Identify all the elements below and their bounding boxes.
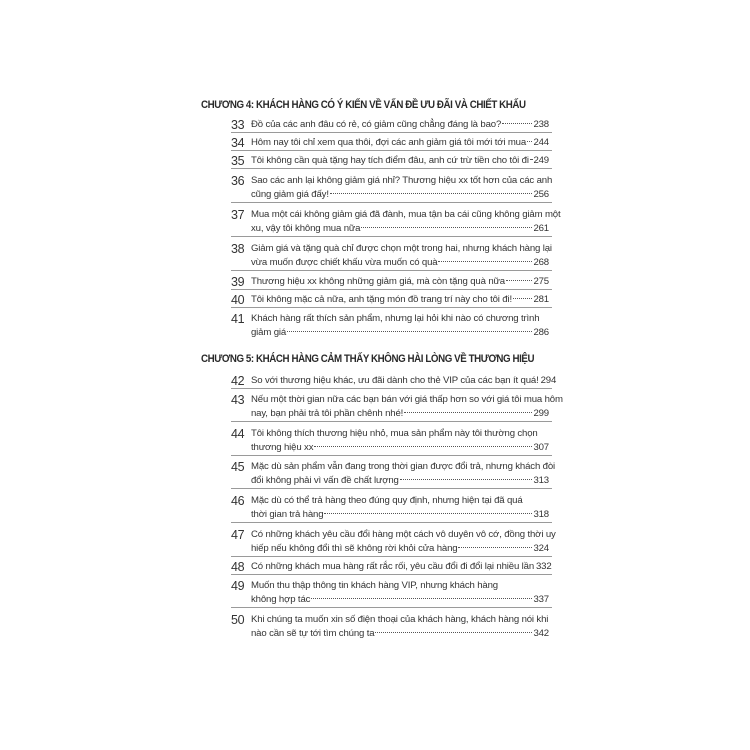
divider (231, 270, 552, 271)
entry-number: 42 (231, 374, 245, 388)
entry-title-cont: đổi không phải vì vấn đề chất lượng (251, 475, 399, 486)
leader-dots (458, 547, 532, 548)
entry-title-cont: xu, vậy tôi không mua nữa (251, 223, 361, 234)
divider (231, 455, 552, 456)
entry-title: Tôi không mặc cả nữa, anh tặng món đồ trang trí này cho tôi đi! (251, 294, 512, 305)
divider (231, 236, 552, 237)
entry-number: 48 (231, 560, 245, 574)
leader-dots (527, 141, 532, 142)
entry-title: So với thương hiệu khác, ưu đãi dành cho thẻ VIP của các bạn ít quá! (251, 375, 539, 386)
entry-page: 313 (533, 475, 549, 486)
entry-title: Có những khách yêu cầu đổi hàng một cách vô duyên vô cớ, đồng thời uy (251, 529, 556, 540)
entry-title: Hôm nay tôi chỉ xem qua thôi, đợi các anh giảm giá tôi mới tới mua (251, 137, 527, 148)
entry-title: Nếu một thời gian nữa các bạn bán với giá thấp hơn so với giá tôi mua hôm (251, 394, 563, 405)
entry-number: 35 (231, 154, 245, 168)
entry-number: 39 (231, 275, 245, 289)
entry-page: 256 (533, 189, 549, 200)
entry-page: 324 (533, 543, 549, 554)
entry-title: Muốn thu thập thông tin khách hàng VIP, nhưng khách hàng (251, 580, 498, 591)
entry-page: 307 (533, 442, 549, 453)
leader-dots (506, 280, 532, 281)
entry-page: 238 (533, 119, 549, 130)
leader-dots (361, 227, 532, 228)
entry-page: 318 (533, 509, 549, 520)
entry-title-cont: nay, bạn phải trả tôi phần chênh nhé! (251, 408, 404, 419)
entry-number: 41 (231, 312, 245, 326)
divider (231, 307, 552, 308)
chapter-5-heading: CHƯƠNG 5: KHÁCH HÀNG CẢM THẤY KHÔNG HÀI LÒNG VỀ THƯƠNG HIỆU (201, 353, 535, 365)
entry-number: 40 (231, 293, 245, 307)
entry-title: Giảm giá và tặng quà chỉ được chọn một trong hai, nhưng khách hàng lại (251, 243, 552, 254)
entry-title: Mặc dù có thể trả hàng theo đúng quy định, nhưng hiện tại đã quá (251, 495, 523, 506)
divider (231, 132, 552, 133)
divider (231, 150, 552, 151)
leader-dots (438, 261, 532, 262)
entry-page: 337 (533, 594, 549, 605)
leader-dots (324, 513, 532, 514)
entry-number: 49 (231, 579, 245, 593)
entry-number: 44 (231, 427, 245, 441)
entry-title-cont: nào cần sẽ tự tới tìm chúng ta (251, 628, 375, 639)
entry-number: 36 (231, 174, 245, 188)
divider (231, 556, 552, 557)
divider (231, 202, 552, 203)
divider (231, 574, 552, 575)
entry-page: 275 (533, 276, 549, 287)
entry-title: Có những khách mua hàng rất rắc rối, yêu cầu đổi đi đổi lại nhiều lần (251, 561, 534, 572)
divider (231, 522, 552, 523)
entry-page: 244 (533, 137, 549, 148)
leader-dots (314, 446, 532, 447)
divider (231, 607, 552, 608)
entry-number: 37 (231, 208, 245, 222)
entry-page: 286 (533, 327, 549, 338)
entry-number: 46 (231, 494, 245, 508)
entry-number: 38 (231, 242, 245, 256)
entry-title-cont: hiếp nếu không đổi thì sẽ không rời khỏi cửa hàng (251, 543, 458, 554)
entry-title-cont: không hợp tác (251, 594, 311, 605)
entry-page: 249 (533, 155, 549, 166)
entry-title: Tôi không thích thương hiệu nhỏ, mua sản phẩm này tôi thường chọn (251, 428, 538, 439)
divider (231, 289, 552, 290)
entry-title-cont: cũng giảm giá đấy! (251, 189, 329, 200)
divider (231, 168, 552, 169)
entry-page: 294 (540, 375, 557, 386)
leader-dots (311, 598, 532, 599)
entry-title: Khách hàng rất thích sản phẩm, nhưng lại hỏi khi nào có chương trình (251, 313, 540, 324)
entry-title: Sao các anh lại không giảm giá nhỉ? Thương hiệu xx tốt hơn của các anh (251, 175, 553, 186)
entry-page: 332 (536, 561, 552, 572)
entry-page: 268 (533, 257, 549, 268)
entry-title: Đồ của các anh đâu có rẻ, có giảm cũng chẳng đáng là bao? (251, 119, 502, 130)
entry-title: Khi chúng ta muốn xin số điện thoại của khách hàng, khách hàng nói khi (251, 614, 549, 625)
leader-dots (502, 123, 532, 124)
divider (231, 421, 552, 422)
entry-title-cont: thương hiệu xx (251, 442, 314, 453)
entry-number: 33 (231, 118, 245, 132)
leader-dots (513, 298, 532, 299)
leader-dots (375, 632, 532, 633)
entry-title: Mặc dù sản phẩm vẫn đang trong thời gian được đổi trả, nhưng khách đòi (251, 461, 555, 472)
entry-title: Tôi không cần quà tặng hay tích điểm đâu, anh cứ trừ tiền cho tôi đi (251, 155, 529, 166)
leader-dots (330, 193, 533, 194)
entry-title-cont: vừa muốn được chiết khấu vừa muốn có quà (251, 257, 438, 268)
divider (231, 388, 552, 389)
leader-dots (404, 412, 532, 413)
entry-number: 43 (231, 393, 245, 407)
entry-page: 281 (533, 294, 549, 305)
leader-dots (400, 479, 533, 480)
leader-dots (530, 159, 533, 160)
entry-number: 50 (231, 613, 245, 627)
entry-title: Mua một cái không giảm giá đã đành, mua tận ba cái cũng không giảm một (251, 209, 561, 220)
entry-title: Thương hiệu xx không những giảm giá, mà còn tặng quà nữa (251, 276, 505, 287)
entry-number: 45 (231, 460, 245, 474)
entry-number: 34 (231, 136, 245, 150)
chapter-4-heading: CHƯƠNG 4: KHÁCH HÀNG CÓ Ý KIẾN VỀ VẤN ĐỀ ƯU ĐÃI VÀ CHIẾT KHẤU (201, 99, 526, 111)
entry-title-cont: thời gian trả hàng (251, 509, 324, 520)
divider (231, 488, 552, 489)
entry-number: 47 (231, 528, 245, 542)
entry-title-cont: giảm giá (251, 327, 287, 338)
entry-page: 342 (533, 628, 549, 639)
entry-page: 299 (533, 408, 549, 419)
entry-page: 261 (533, 223, 549, 234)
leader-dots (287, 331, 532, 332)
